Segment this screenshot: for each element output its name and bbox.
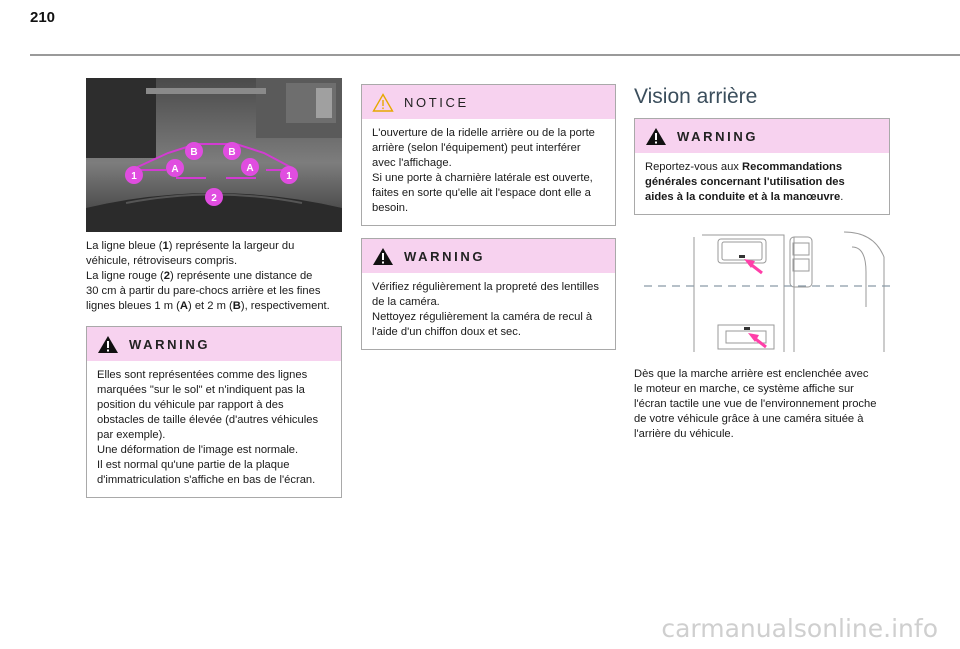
- watermark: carmanualsonline.info: [661, 614, 938, 643]
- caption-line-3: La ligne rouge (2) représente une distance de: [86, 270, 313, 282]
- svg-text:1: 1: [286, 171, 292, 182]
- warning-line: d'immatriculation s'affiche en bas de l'écran.: [97, 474, 316, 486]
- notice-line: besoin.: [372, 202, 409, 214]
- warning-title: WARNING: [677, 128, 759, 144]
- description-line: de votre véhicule grâce à une caméra située à: [634, 413, 864, 425]
- warning-body: [635, 153, 889, 214]
- warning-line: de la caméra.: [372, 296, 440, 308]
- notice-title: NOTICE: [404, 94, 469, 110]
- warning-line: Elles sont représentées comme des lignes: [97, 369, 308, 381]
- description-line: Dès que la marche arrière est enclenchée avec: [634, 368, 869, 380]
- camera-caption: [86, 239, 342, 314]
- notice-box: [361, 84, 616, 226]
- warning-triangle-icon: [645, 127, 667, 146]
- svg-text:1: 1: [131, 171, 137, 182]
- caption-line-4: 30 cm à partir du pare-chocs arrière et les fines: [86, 285, 321, 297]
- warning-triangle-icon: [372, 247, 394, 266]
- warning-box-reference: [634, 118, 890, 215]
- camera-view-image: [86, 78, 342, 232]
- notice-line: avec l'affichage.: [372, 157, 452, 169]
- warning-body: [87, 361, 341, 497]
- warning-line: marquées "sur le sol" et n'indiquent pas la: [97, 384, 305, 396]
- page-number: 210: [30, 9, 56, 26]
- warning-line: position du véhicule par rapport à des: [97, 399, 284, 411]
- caption-line-2: véhicule, rétroviseurs compris.: [86, 255, 238, 267]
- warning-header: [87, 327, 341, 361]
- svg-text:B: B: [228, 147, 236, 158]
- warning-box-lens: [361, 238, 616, 350]
- notice-header: [362, 85, 615, 119]
- column-2: [361, 84, 616, 350]
- warning-box-lines: [86, 326, 342, 498]
- description-line: l'arrière du véhicule.: [634, 428, 734, 440]
- warning-line: obstacles de taille élevée (d'autres véhicules: [97, 414, 319, 426]
- rear-camera-diagram: [634, 227, 890, 357]
- warning-title: WARNING: [129, 336, 211, 352]
- caption-line-1: La ligne bleue (1) représente la largeur du: [86, 240, 295, 252]
- warning-header: [362, 239, 615, 273]
- caption-line-5: lignes bleues 1 m (A) et 2 m (B), respectivement.: [86, 300, 330, 312]
- column-1: [86, 78, 342, 498]
- warning-line: Nettoyez régulièrement la caméra de recul à: [372, 311, 593, 323]
- warning-line: l'aide d'un chiffon doux et sec.: [372, 326, 521, 338]
- notice-line: Si une porte à charnière latérale est ouverte,: [372, 172, 593, 184]
- warning-body: [362, 273, 615, 349]
- svg-text:A: A: [246, 163, 254, 174]
- notice-line: L'ouverture de la ridelle arrière ou de la porte: [372, 127, 595, 139]
- rear-vision-description: [634, 367, 890, 442]
- description-line: le moteur en marche, ce système affiche sur: [634, 383, 854, 395]
- warning-line: Reportez-vous aux Recommandations: [645, 161, 843, 173]
- warning-header: [635, 119, 889, 153]
- warning-line: Vérifiez régulièrement la propreté des lentilles: [372, 281, 599, 293]
- warning-line: Il est normal qu'une partie de la plaque: [97, 459, 290, 471]
- warning-line: par exemple).: [97, 429, 166, 441]
- notice-body: [362, 119, 615, 225]
- svg-text:A: A: [171, 164, 179, 175]
- notice-line: arrière (selon l'équipement) peut interférer: [372, 142, 581, 154]
- warning-triangle-icon: [97, 335, 119, 354]
- svg-text:2: 2: [211, 193, 217, 204]
- header-rule: [30, 54, 960, 56]
- warning-title: WARNING: [404, 248, 486, 264]
- notice-line: faites en sorte qu'elle ait l'espace dont elle a: [372, 187, 591, 199]
- svg-text:B: B: [190, 147, 198, 158]
- warning-line: aides à la conduite et à la manœuvre.: [645, 191, 844, 203]
- column-3: [634, 84, 890, 442]
- notice-triangle-icon: [372, 93, 394, 112]
- warning-line: Une déformation de l'image est normale.: [97, 444, 299, 456]
- warning-line: générales concernant l'utilisation des: [645, 176, 845, 188]
- description-line: l'écran tactile une vue de l'environnement proche: [634, 398, 877, 410]
- section-title: Vision arrière: [634, 85, 758, 108]
